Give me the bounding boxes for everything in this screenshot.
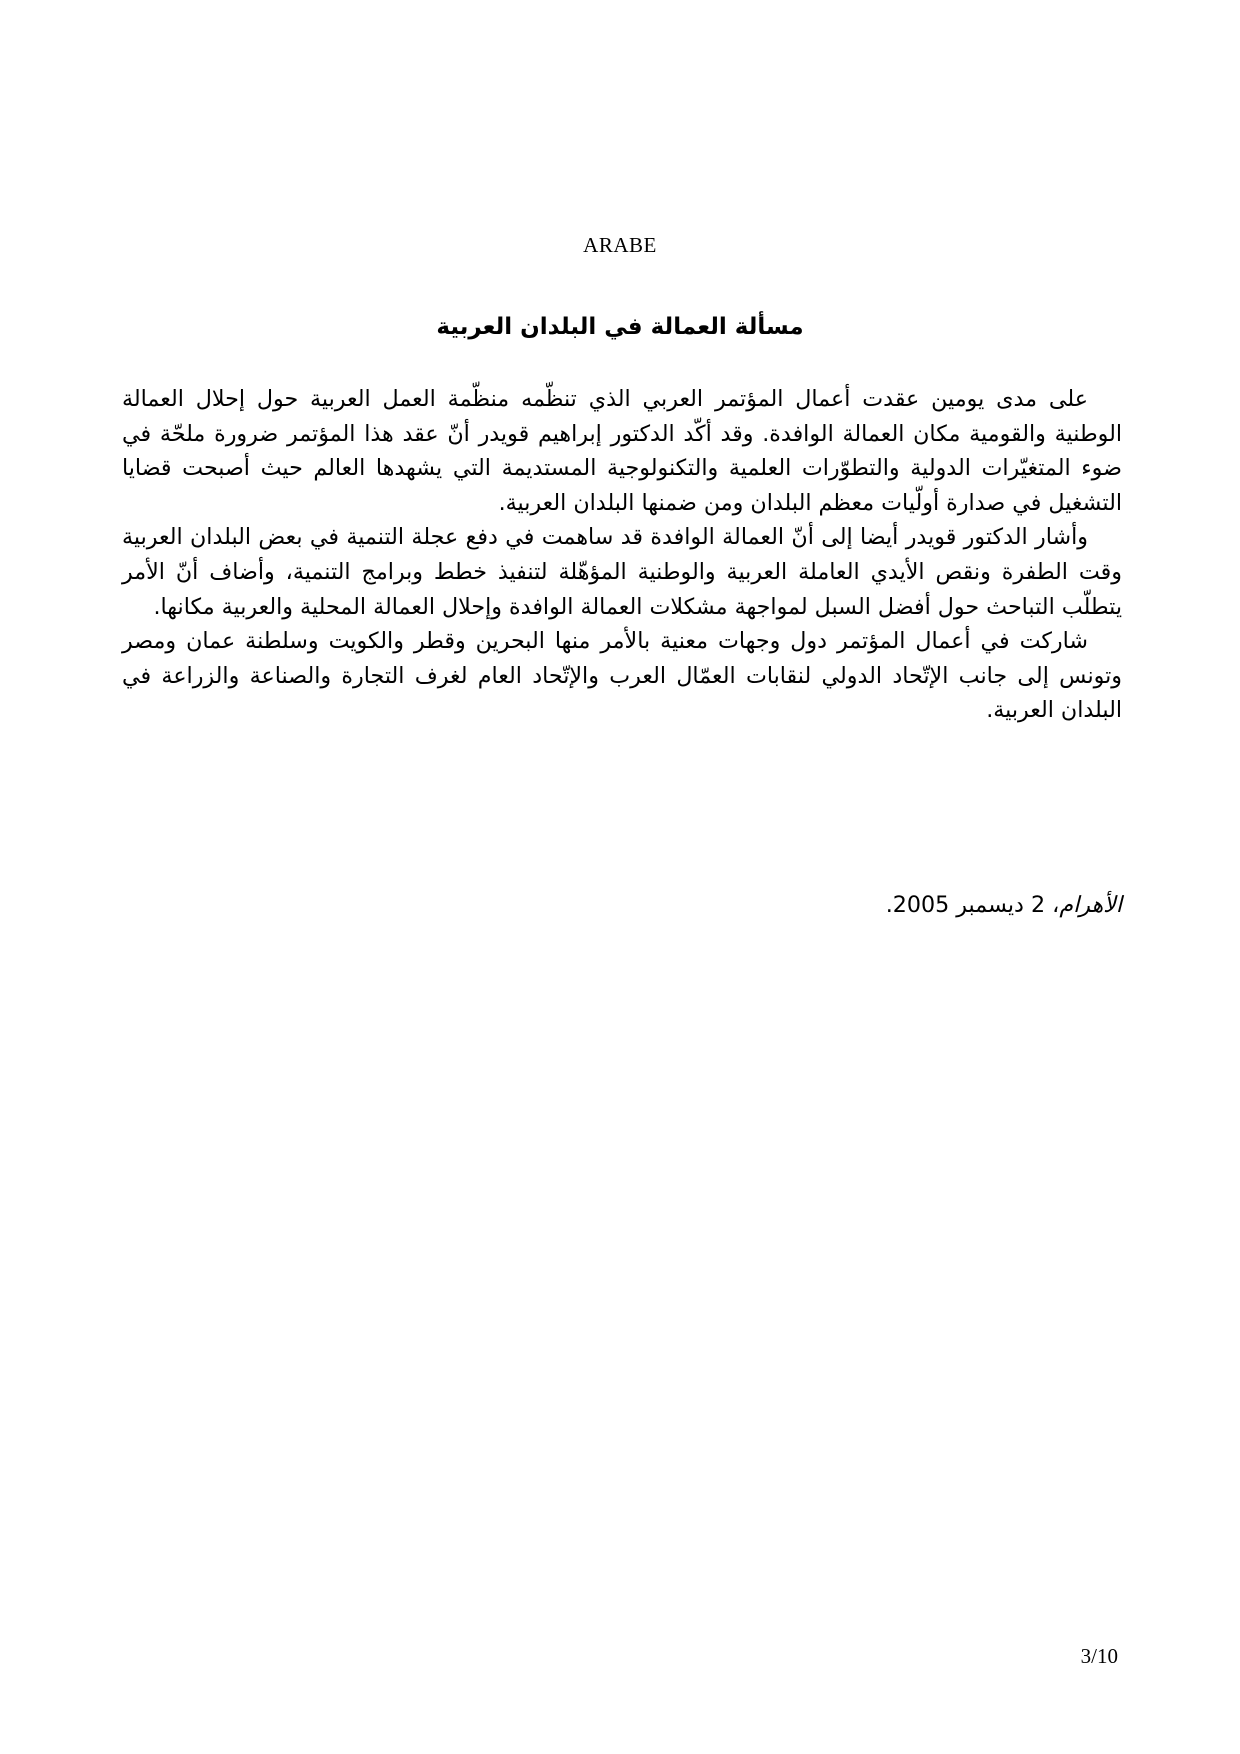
document-title: مسألة العمالة في البلدان العربية (436, 314, 804, 340)
source-citation (122, 888, 1122, 922)
page-number: 3/10 (1080, 1644, 1118, 1668)
article-body (122, 382, 1122, 728)
paragraph-1: على مدى يومين عقدت أعمال المؤتمر العربي الذي تنظّمه منظّمة العمل العربية حول إحلال العمالة الوطنية والقومية مكان العمالة الوافدة. وقد أكّد الدكتور إبراهيم قويدر أنّ عقد هذا المؤتمر ضرورة ملحّة في ضوء المتغيّرات الدولية والتطوّرات العلمية والتكنولوجية المستديمة التي يشهدها العالم حيث أصبحت قضايا التشغيل في صدارة أولّيات معظم البلدان ومن ضمنها البلدان العربية. (122, 386, 1122, 516)
source-date: ، 2 ديسمبر 2005. (885, 892, 1060, 918)
paragraph-3: شاركت في أعمال المؤتمر دول وجهات معنية بالأمر منها البحرين وقطر والكويت وسلطنة عمان ومصر وتونس إلى جانب الإتّحاد الدولي لنقابات العمّال العرب والإتّحاد العام لغرف التجارة والصناعة والزراعة في البلدان العربية. (122, 628, 1122, 724)
language-tag: ARABE (583, 233, 657, 257)
source-publication: الأهرام (1059, 892, 1122, 918)
paragraph-2: وأشار الدكتور قويدر أيضا إلى أنّ العمالة الوافدة قد ساهمت في دفع عجلة التنمية في بعض البلدان العربية وقت الطفرة ونقص الأيدي العاملة العربية والوطنية المؤهّلة لتنفيذ خطط وبرامج التنمية، وأضاف أنّ الأمر يتطلّب التباحث حول أفضل السبل لمواجهة مشكلات العمالة الوافدة وإحلال العمالة المحلية والعربية مكانها. (122, 524, 1122, 620)
